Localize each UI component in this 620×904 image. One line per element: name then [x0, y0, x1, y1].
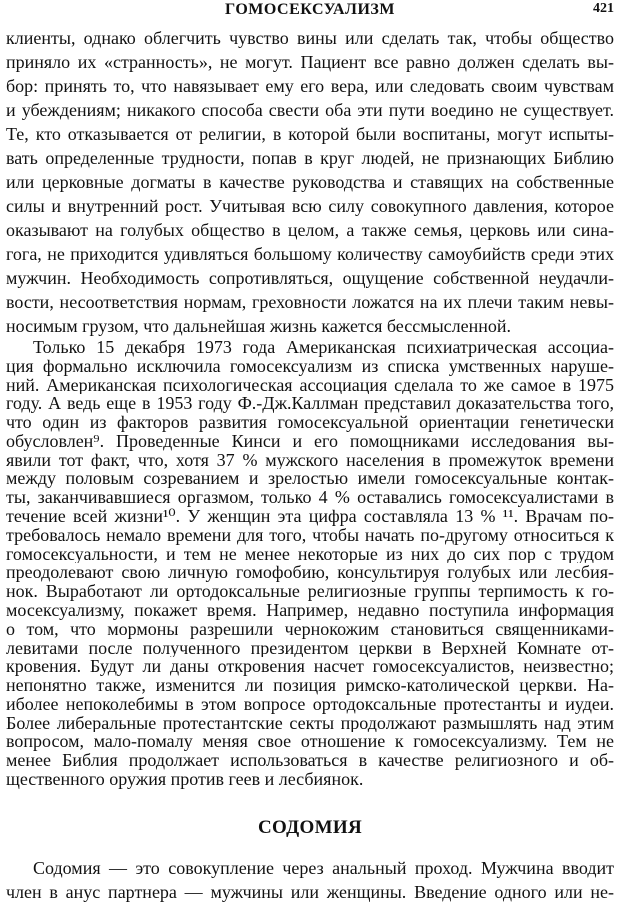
text-line: гога, не приходится удивляться большому количеству самоубийств среди этих [6, 244, 614, 264]
text-line: явили тот факт, что, хотя 37 % мужского населения в промежуток времени [6, 450, 614, 470]
text-line: ний. Американская психологическая ассоциация сделала то же самое в 1975 [6, 375, 614, 395]
text-line: или церковные догматы в качестве руководства и ставящих на собственные [6, 172, 614, 192]
text-line: мужчин. Необходимость сопротивляться, ощущение собственной неудачли- [6, 268, 614, 288]
text-line: году. А ведь еще в 1953 году Ф.-Дж.Каллман представил доказательства того, [6, 394, 614, 414]
text-line: носимым грузом, что дальнейшая жизнь кажется бессмысленной. [6, 316, 512, 336]
text-line: что один из факторов развития гомосексуальной ориентации генетически [6, 413, 614, 432]
text-line: оказывают на голубых общество в целом, а также семья, церковь или сина- [6, 220, 614, 240]
text-line: клиенты, однако облегчить чувство вины или сделать так, чтобы общество [6, 28, 614, 48]
text-line: бор: принять то, что навязывает ему его вера, или следовать своим чувствам [6, 76, 614, 96]
text-line: силы и внутренний рост. Учитывая всю силу совокупного давления, которое [6, 196, 614, 216]
text-line: и убеждениям; никакого способа свести оба эти пути воедино не существует. [6, 100, 614, 120]
text-line: вости, несоответствия нормам, греховности ложатся на их плечи таким невы- [6, 292, 614, 312]
text-line: непонятно также, изменится ли позиция римско-католической церкви. На- [6, 676, 614, 695]
section-heading: СОДОМИЯ [258, 817, 362, 838]
text-line: между половым созреванием и зрелостью имели гомосексуальные контак- [6, 469, 614, 489]
text-line: кровения. Будут ли даны откровения насчет гомосексуалистов, неизвестно; [6, 657, 614, 677]
text-line: мосексуализму, покажет время. Например, недавно поступила информация [6, 600, 614, 620]
text-line: гомосексуальности, и тем не менее некоторые из них до сих пор с трудом [6, 544, 614, 564]
text-line: иболее непоколебимы в этом вопросе ортодоксальные протестанты и иудеи. [6, 694, 614, 714]
text-line: приняло их «странность», не могут. Пациент все равно должен сделать вы- [6, 52, 614, 72]
text-line: менее Библия продолжает использоваться в качестве религиозного и об- [6, 751, 614, 770]
text-line: Те, кто отказывается от религии, в которой были воспитаны, могут испыты- [6, 124, 614, 144]
text-line: нок. Выработают ли ортодоксальные религиозные группы терпимость к го- [6, 582, 614, 601]
text-line: обусловлен⁹. Проведенные Кинси и его помощниками исследования вы- [6, 431, 614, 451]
text-line: Более либеральные протестантские секты продолжают размышлять над этим [6, 713, 614, 733]
text-line: вать определенные трудности, попав в круг людей, не признающих Библию [6, 148, 614, 168]
text-line: член в анус партнера — мужчины или женщины. Введение одного или не- [6, 882, 614, 902]
text-line: о том, что мормоны разрешили чернокожим становиться священниками- [6, 619, 614, 639]
text-line: ция формально исключила гомосексуализм из списка умственных наруше- [6, 356, 614, 376]
text-line: Только 15 декабря 1973 года Американская психиатрическая ассоциа- [33, 338, 614, 357]
page-number: 421 [593, 1, 614, 16]
text-line: левитами после полученного президентом церкви в Верхней Комнате от- [6, 638, 614, 658]
text-line: ты, заканчивавшиеся оргазмом, только 4 % оставались гомосексуалистами в [6, 488, 614, 508]
text-line: течение всей жизни¹⁰. У женщин эта цифра составляла 13 % ¹¹. Врачам по- [6, 507, 614, 526]
running-header-title: ГОМОСЕКСУАЛИЗМ [225, 1, 395, 18]
text-line: преодолевают свою личную гомофобию, консультируя голубых или лесбия- [6, 563, 614, 583]
text-line: требовалось немало времени для того, чтобы начать по-другому относиться к [6, 525, 614, 545]
text-line: Содомия — это совокупление через анальный проход. Мужчина вводит [33, 858, 614, 878]
text-line: щественного оружия против геев и лесбиянок. [6, 770, 364, 789]
text-line: вопросом, мало-помалу меняя свое отношение к гомосексуализму. Тем не [6, 732, 614, 752]
